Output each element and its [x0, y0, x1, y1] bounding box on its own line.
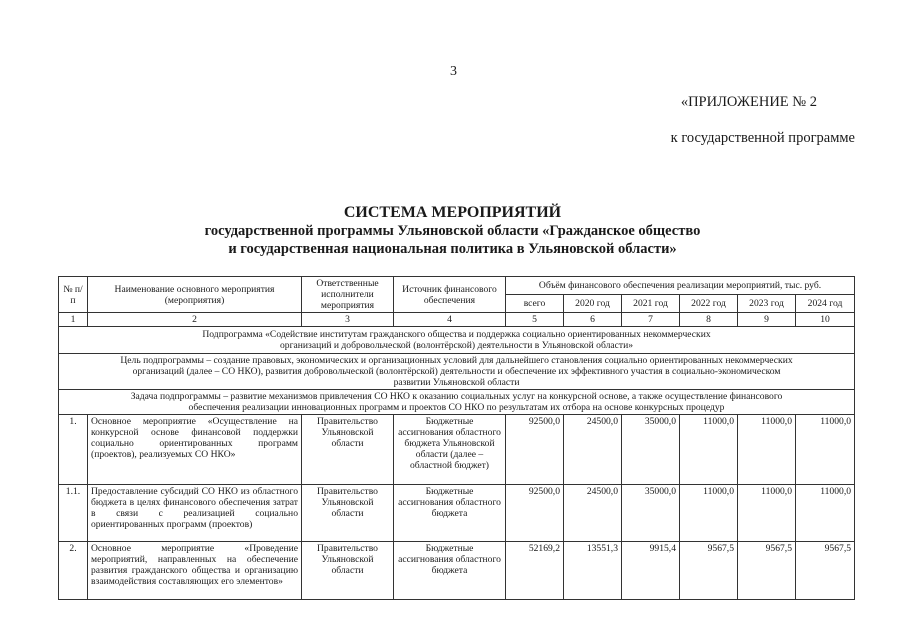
row-2020: 24500,0	[564, 485, 622, 542]
column-number: 5	[506, 313, 564, 327]
row-2020: 13551,3	[564, 542, 622, 600]
subprogram-text: Подпрограмма «Содействие институтам гражданского общества и поддержка социально ориентированных некоммерческих организаций и добровольческой (волонтёрской) деятельности в Ульяновской области»	[59, 327, 855, 354]
row-total: 92500,0	[506, 485, 564, 542]
column-number: 1	[59, 313, 88, 327]
row-number: 2.	[59, 542, 88, 600]
row-name: Основное мероприятие «Осуществление на конкурсной основе финансовой поддержки социально ориентированных программ (проектов), реализуемых СО НКО»	[88, 415, 302, 485]
row-2022: 11000,0	[680, 415, 738, 485]
header-total: всего	[506, 295, 564, 313]
row-2023: 11000,0	[738, 415, 796, 485]
row-total: 92500,0	[506, 415, 564, 485]
column-number: 2	[88, 313, 302, 327]
goal-text: Цель подпрограммы – создание правовых, экономических и организационных условий для дальнейшего становления социально ориентированных некоммерческих организаций (далее – СО НКО), развития добровольческой (волонтёрской) деятельности и обеспечение их эффективного участия в социально-экономическом развитии Ульяновской области	[59, 354, 855, 390]
document-subtitle-line-1: государственной программы Ульяновской области «Гражданское общество	[204, 223, 701, 239]
goal-row	[59, 354, 855, 390]
column-number: 10	[796, 313, 855, 327]
column-number: 7	[622, 313, 680, 327]
table-row	[59, 485, 855, 542]
column-number: 8	[680, 313, 738, 327]
row-2023: 9567,5	[738, 542, 796, 600]
row-2022: 9567,5	[680, 542, 738, 600]
appendix-label: «ПРИЛОЖЕНИЕ № 2	[680, 94, 817, 110]
document-title: СИСТЕМА МЕРОПРИЯТИЙ	[343, 204, 562, 221]
header-year: 2021 год	[622, 295, 680, 313]
row-2023: 11000,0	[738, 485, 796, 542]
row-source: Бюджетные ассигнования областного бюджета	[394, 485, 506, 542]
header-funding: Объём финансового обеспечения реализации мероприятий, тыс. руб.	[506, 277, 855, 295]
row-2024: 11000,0	[796, 415, 855, 485]
header-source: Источник финансового обеспечения	[394, 277, 506, 313]
column-number-row	[59, 313, 855, 327]
column-number: 9	[738, 313, 796, 327]
row-executor: Правительство Ульяновской области	[302, 485, 394, 542]
row-number: 1.1.	[59, 485, 88, 542]
row-2022: 11000,0	[680, 485, 738, 542]
header-year: 2022 год	[680, 295, 738, 313]
task-text: Задача подпрограммы – развитие механизмов привлечения СО НКО к оказанию социальных услуг на конкурсной основе, а также осуществление финансового обеспечения реализации инновационных программ и проектов СО НКО по результатам их отбора на основе конкурсных процедур	[59, 390, 855, 415]
header-year: 2023 год	[738, 295, 796, 313]
page-number: 3	[450, 64, 457, 79]
column-number: 3	[302, 313, 394, 327]
row-total: 52169,2	[506, 542, 564, 600]
table-row	[59, 542, 855, 600]
task-row	[59, 390, 855, 415]
header-name: Наименование основного мероприятия (мероприятия)	[88, 277, 302, 313]
row-executor: Правительство Ульяновской области	[302, 542, 394, 600]
row-name: Предоставление субсидий СО НКО из областного бюджета в целях финансового обеспечения затрат в связи с реализацией социально ориентированных программ (проектов)	[88, 485, 302, 542]
row-2021: 35000,0	[622, 415, 680, 485]
subprogram-row	[59, 327, 855, 354]
row-executor: Правительство Ульяновской области	[302, 415, 394, 485]
header-executors: Ответственные исполнители мероприятия	[302, 277, 394, 313]
row-number: 1.	[59, 415, 88, 485]
row-2020: 24500,0	[564, 415, 622, 485]
header-year: 2020 год	[564, 295, 622, 313]
appendix-subtitle: к государственной программе	[670, 130, 855, 146]
row-name: Основное мероприятие «Проведение мероприятий, направленных на обеспечение развития гражданского общества и организацию взаимодействия составляющих его элементов»	[88, 542, 302, 600]
header-year: 2024 год	[796, 295, 855, 313]
row-2024: 9567,5	[796, 542, 855, 600]
row-2021: 9915,4	[622, 542, 680, 600]
document-subtitle-line-2: и государственная национальная политика в Ульяновской области»	[228, 241, 677, 257]
header-num: № п/п	[59, 277, 88, 313]
row-2021: 35000,0	[622, 485, 680, 542]
row-source: Бюджетные ассигнования областного бюджета	[394, 542, 506, 600]
column-number: 6	[564, 313, 622, 327]
measures-table	[58, 276, 855, 600]
header-row	[59, 277, 855, 295]
row-source: Бюджетные ассигнования областного бюджета Ульяновской области (далее – областной бюджет)	[394, 415, 506, 485]
column-number: 4	[394, 313, 506, 327]
table-row	[59, 415, 855, 485]
row-2024: 11000,0	[796, 485, 855, 542]
